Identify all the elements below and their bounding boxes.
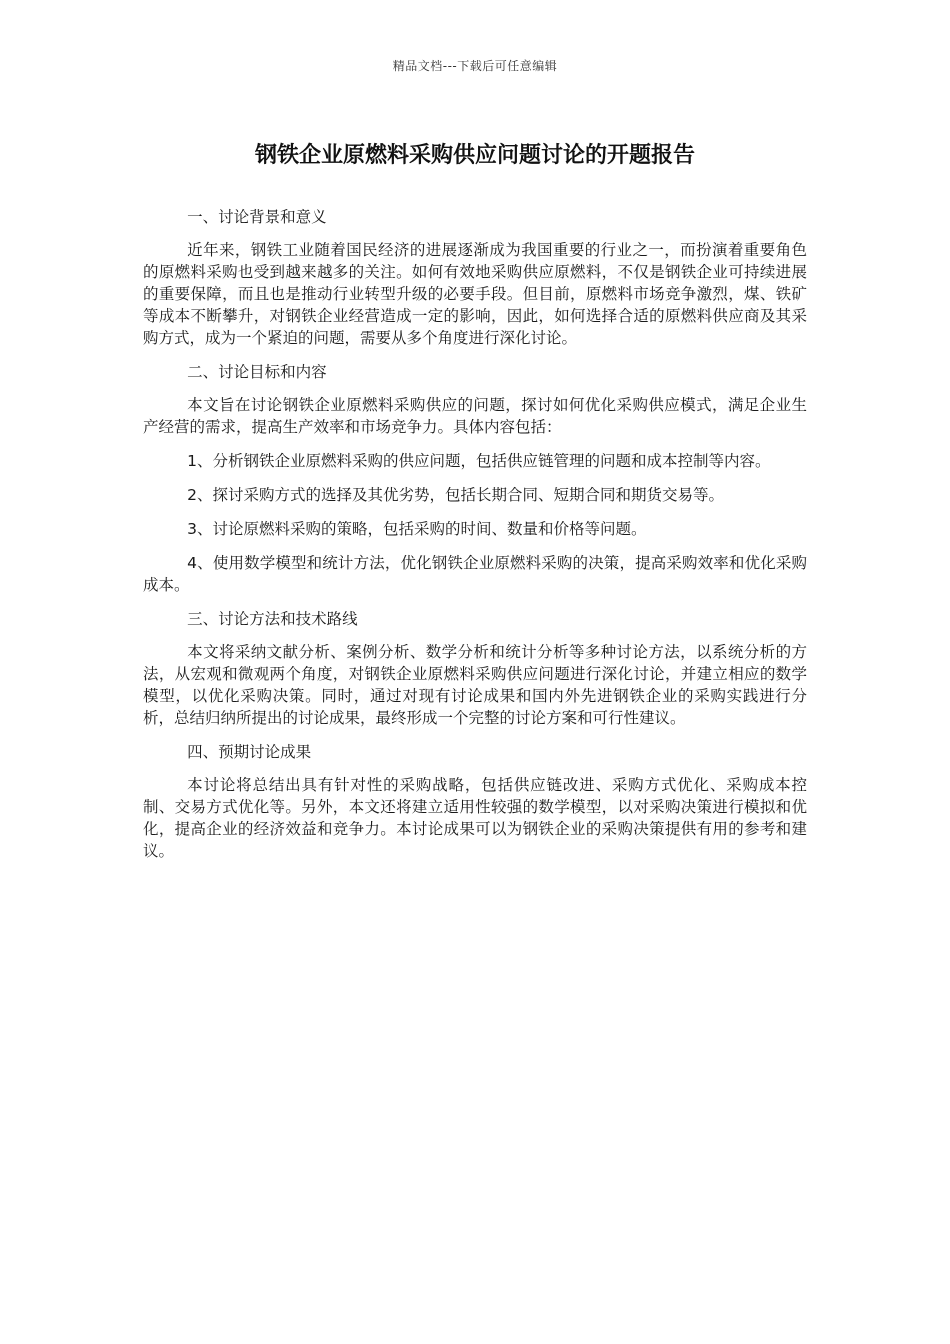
document-title: 钢铁企业原燃料采购供应问题讨论的开题报告 (254, 143, 695, 168)
paragraph: 本讨论将总结出具有针对性的采购战略，包括供应链改进、采购方式优化、采购成本控制、交易方式优化等。另外，本文还将建立适用性较强的数学模型，以对采购决策进行模拟和优化，提高企业的经济效益和竞争力。本讨论成果可以为钢铁企业的采购决策提供有用的参考和建议。 (143, 776, 807, 860)
list-item: 4、使用数学模型和统计方法，优化钢铁企业原燃料采购的决策，提高采购效率和优化采购成本。 (143, 554, 807, 594)
paragraph: 近年来，钢铁工业随着国民经济的进展逐渐成为我国重要的行业之一，而扮演着重要角色的原燃料采购也受到越来越多的关注。如何有效地采购供应原燃料，不仅是钢铁企业可持续进展的重要保障，而且也是推动行业转型升级的必要手段。但目前，原燃料市场竞争激烈，煤、铁矿等成本不断攀升，对钢铁企业经营造成一定的影响，因此，如何选择合适的原燃料供应商及其采购方式，成为一个紧迫的问题，需要从多个角度进行深化讨论。 (143, 241, 807, 347)
header-note: 精品文档---下载后可任意编辑 (392, 59, 558, 73)
list-item: 1、分析钢铁企业原燃料采购的供应问题，包括供应链管理的问题和成本控制等内容。 (187, 452, 771, 470)
section-background (143, 206, 807, 349)
section-expected-results (143, 741, 807, 862)
document-body (143, 206, 807, 874)
list-item: 3、讨论原燃料采购的策略，包括采购的时间、数量和价格等问题。 (187, 520, 647, 538)
section-heading: 三、讨论方法和技术路线 (187, 610, 358, 628)
section-objectives (143, 361, 807, 596)
paragraph: 本文将采纳文献分析、案例分析、数学分析和统计分析等多种讨论方法，以系统分析的方法，从宏观和微观两个角度，对钢铁企业原燃料采购供应问题进行深化讨论，并建立相应的数学模型，以优化采购决策。同时，通过对现有讨论成果和国内外先进钢铁企业的采购实践进行分析，总结归纳所提出的讨论成果，最终形成一个完整的讨论方案和可行性建议。 (143, 643, 807, 727)
section-heading: 四、预期讨论成果 (187, 743, 312, 761)
list-item: 2、探讨采购方式的选择及其优劣势，包括长期合同、短期合同和期货交易等。 (187, 486, 725, 504)
section-heading: 一、讨论背景和意义 (187, 208, 327, 226)
section-heading: 二、讨论目标和内容 (187, 363, 327, 381)
paragraph: 本文旨在讨论钢铁企业原燃料采购供应的问题，探讨如何优化采购供应模式，满足企业生产经营的需求，提高生产效率和市场竞争力。具体内容包括： (143, 396, 807, 436)
section-methods (143, 608, 807, 729)
